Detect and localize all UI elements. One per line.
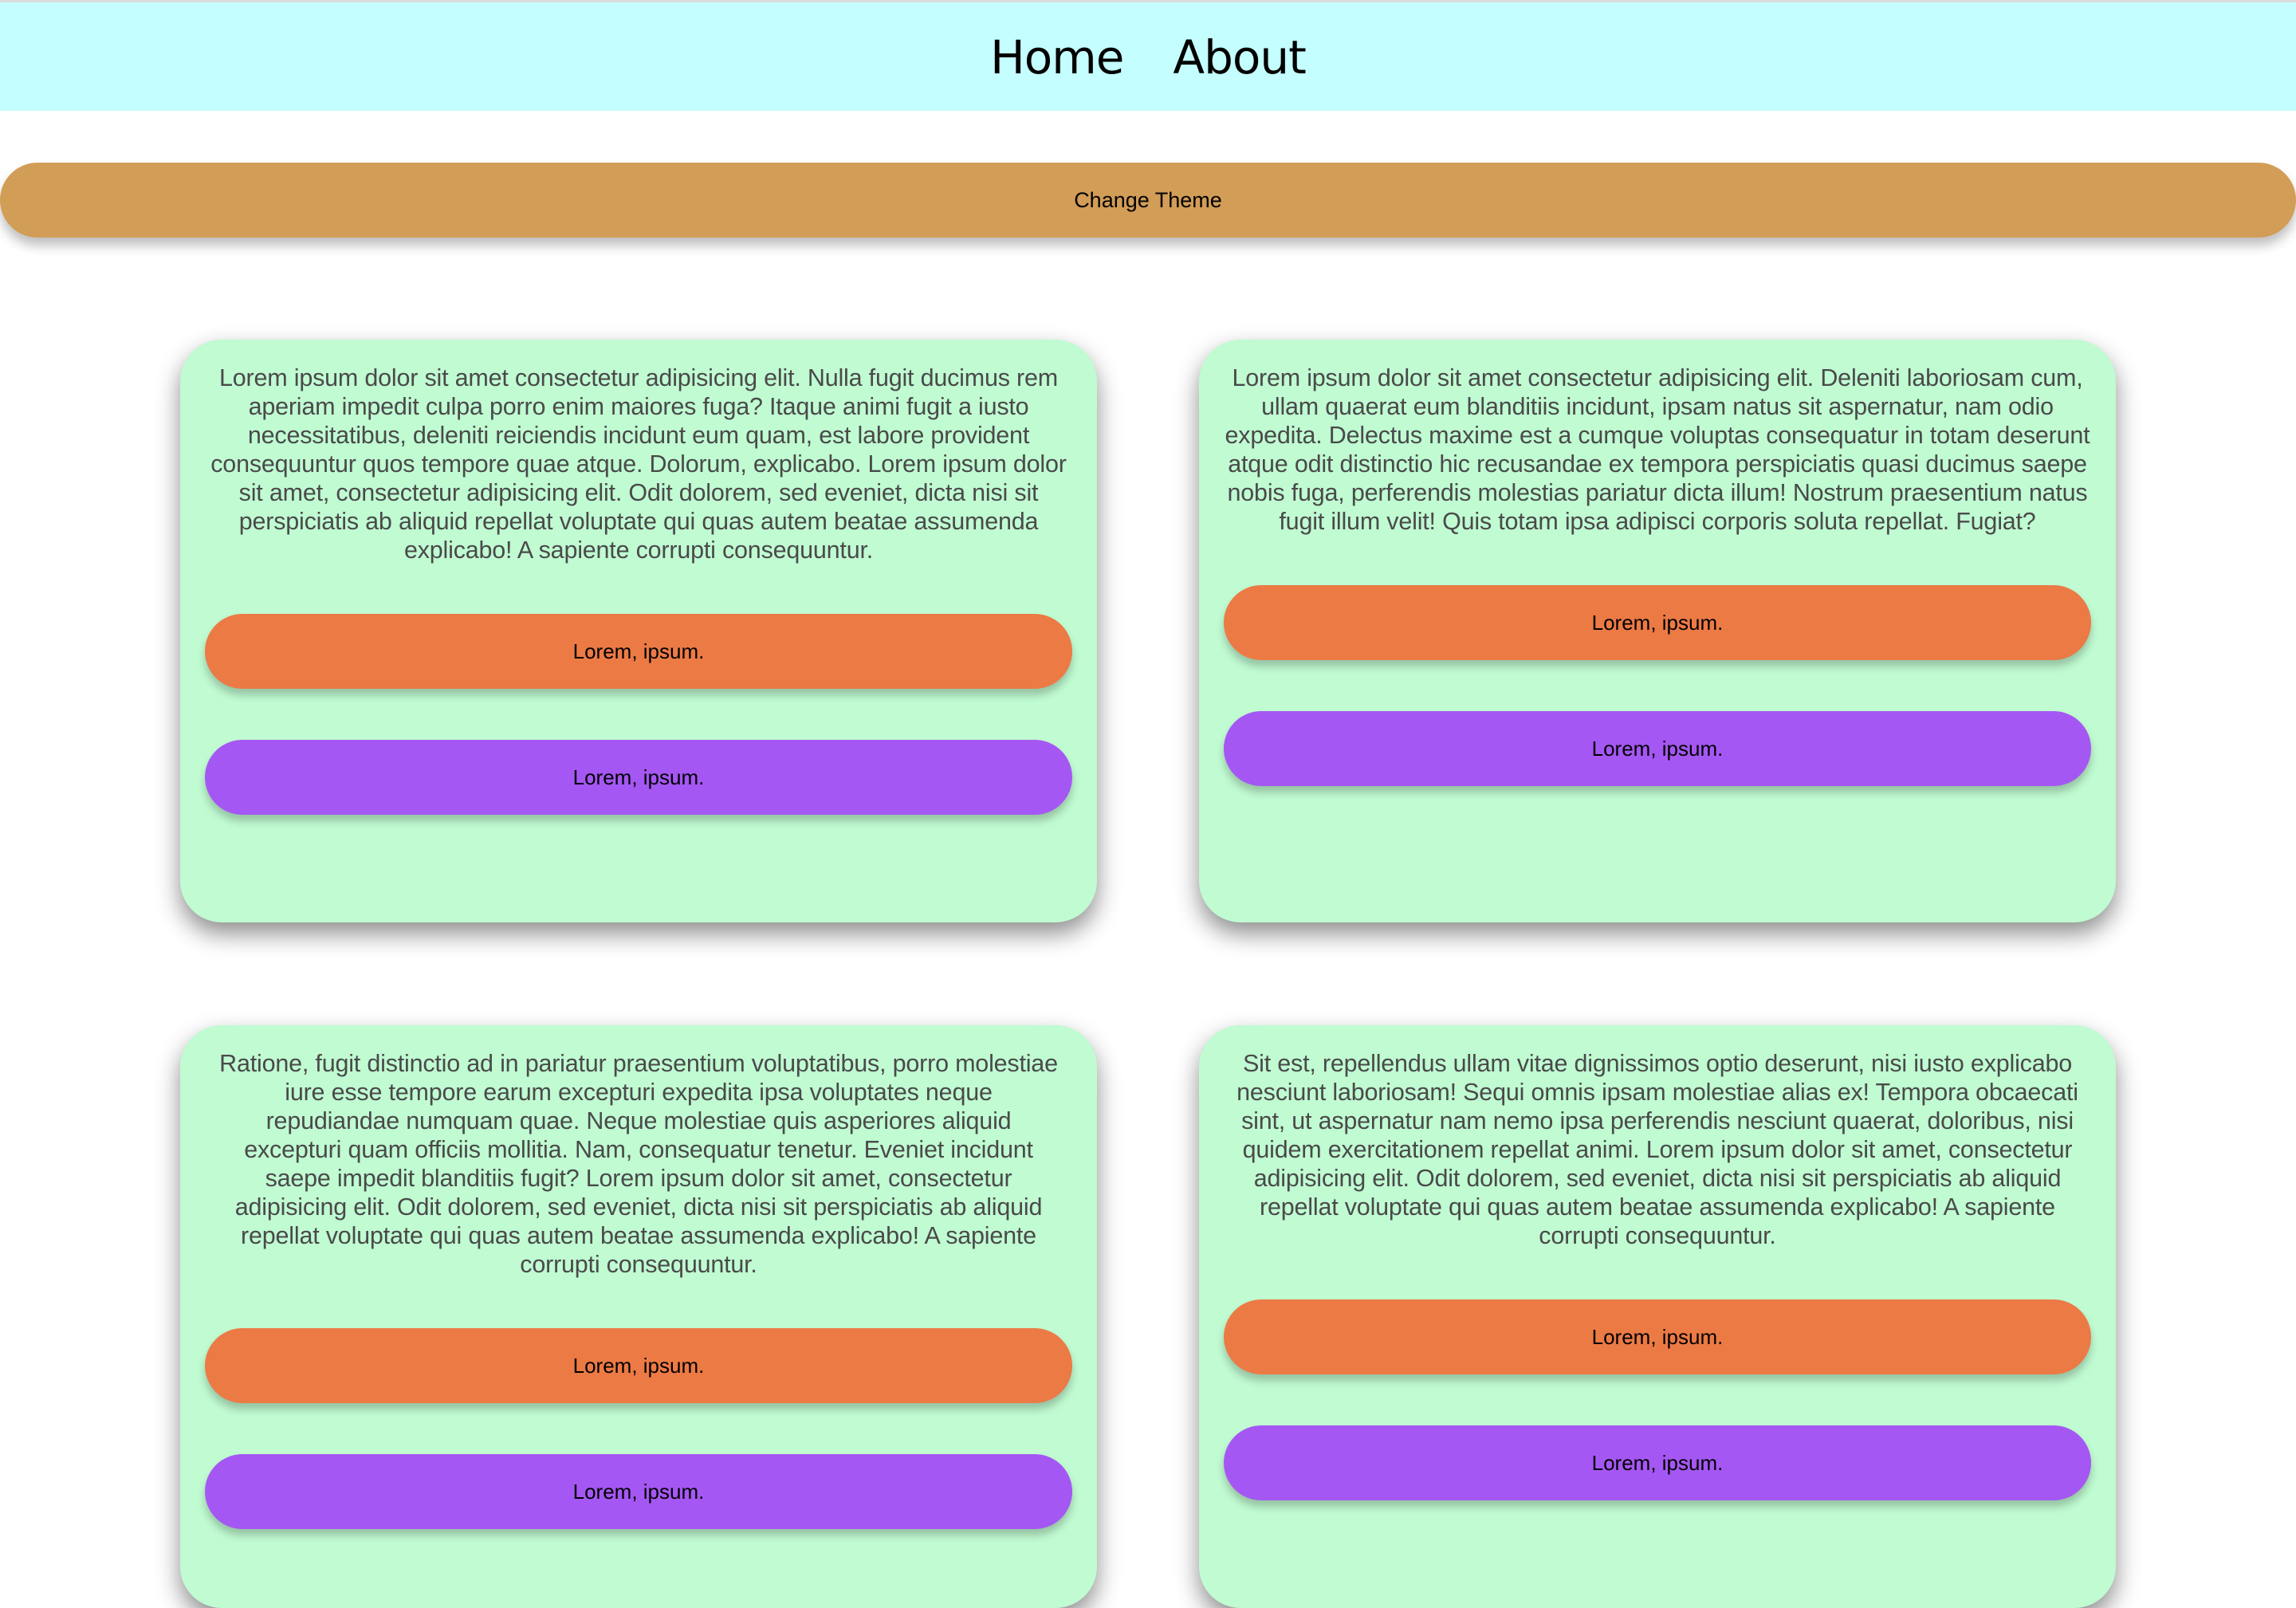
card-primary-button[interactable]: Lorem, ipsum. (1224, 585, 2091, 660)
card-text: Ratione, fugit distinctio ad in pariatur praesentium voluptatibus, porro molestiae iure esse tempore earum excepturi expedita ipsa voluptates neque repudiandae numquam quae. Neque molestiae quis asperiores aliquid excepturi quam officiis mollitia. Nam, consequatur tenetur. Eveniet incidunt saepe impedit blanditiis fugit? Lorem ipsum dolor sit amet, consectetur adipisicing elit. Odit dolorem, sed eveniet, dicta nisi sit perspiciatis ab aliquid repellat voluptate qui quas autem beatae assumenda explicabo! A sapiente corrupti consequuntur. (219, 1050, 1058, 1278)
card-primary-button[interactable]: Lorem, ipsum. (1224, 1299, 2091, 1374)
card-secondary-button[interactable]: Lorem, ipsum. (205, 1454, 1072, 1529)
card-primary-button[interactable]: Lorem, ipsum. (205, 614, 1072, 689)
card-1 (180, 340, 1097, 922)
card-secondary-button[interactable]: Lorem, ipsum. (1224, 711, 2091, 786)
card-text: Lorem ipsum dolor sit amet consectetur adipisicing elit. Deleniti laboriosam cum, ullam quaerat eum blanditiis incidunt, ipsam natus sit aspernatur, nam odio expedita. Delectus maxime est a cumque voluptas consequatur in totam deserunt atque odit distinctio hic recusandae ex tempora perspiciatis quasi ducimus saepe nobis fuga, perferendis molestias pariatur dicta illum! Nostrum praesentium natus fugit illum velit! Quis totam ipsa adipisci corporis soluta repellat. Fugiat? (1225, 364, 2090, 535)
card-text: Lorem ipsum dolor sit amet consectetur adipisicing elit. Nulla fugit ducimus rem aperiam impedit culpa porro enim maiores fuga? Itaque animi fugit a iusto necessitatibus, deleniti reiciendis incidunt eum quam, est labore provident consequuntur quos tempore quae atque. Dolorum, explicabo. Lorem ipsum dolor sit amet, consectetur adipisicing elit. Odit dolorem, sed eveniet, dicta nisi sit perspiciatis ab aliquid repellat voluptate qui quas autem beatae assumenda explicabo! A sapiente corrupti consequuntur. (210, 364, 1067, 564)
change-theme-button[interactable]: Change Theme (0, 163, 2296, 238)
navbar (0, 2, 2296, 111)
card-secondary-button[interactable]: Lorem, ipsum. (1224, 1425, 2091, 1500)
card-primary-button[interactable]: Lorem, ipsum. (205, 1328, 1072, 1403)
card-2 (1199, 340, 2116, 922)
card-3 (180, 1025, 1097, 1608)
card-secondary-button[interactable]: Lorem, ipsum. (205, 740, 1072, 815)
card-4 (1199, 1025, 2116, 1608)
nav-link-about[interactable]: About (1173, 30, 1306, 85)
nav-link-home[interactable]: Home (990, 30, 1124, 85)
card-text: Sit est, repellendus ullam vitae dignissimos optio deserunt, nisi iusto explicabo nesciunt laboriosam! Sequi omnis ipsam molestiae alias ex! Tempora obcaecati sint, ut aspernatur nam nemo ipsa perferendis nesciunt quaerat, doloribus, nisi quidem exercitationem repellat animi. Lorem ipsum dolor sit amet, consectetur adipisicing elit. Odit dolorem, sed eveniet, dicta nisi sit perspiciatis ab aliquid repellat voluptate qui quas autem beatae assumenda explicabo! A sapiente corrupti consequuntur. (1236, 1050, 2078, 1249)
